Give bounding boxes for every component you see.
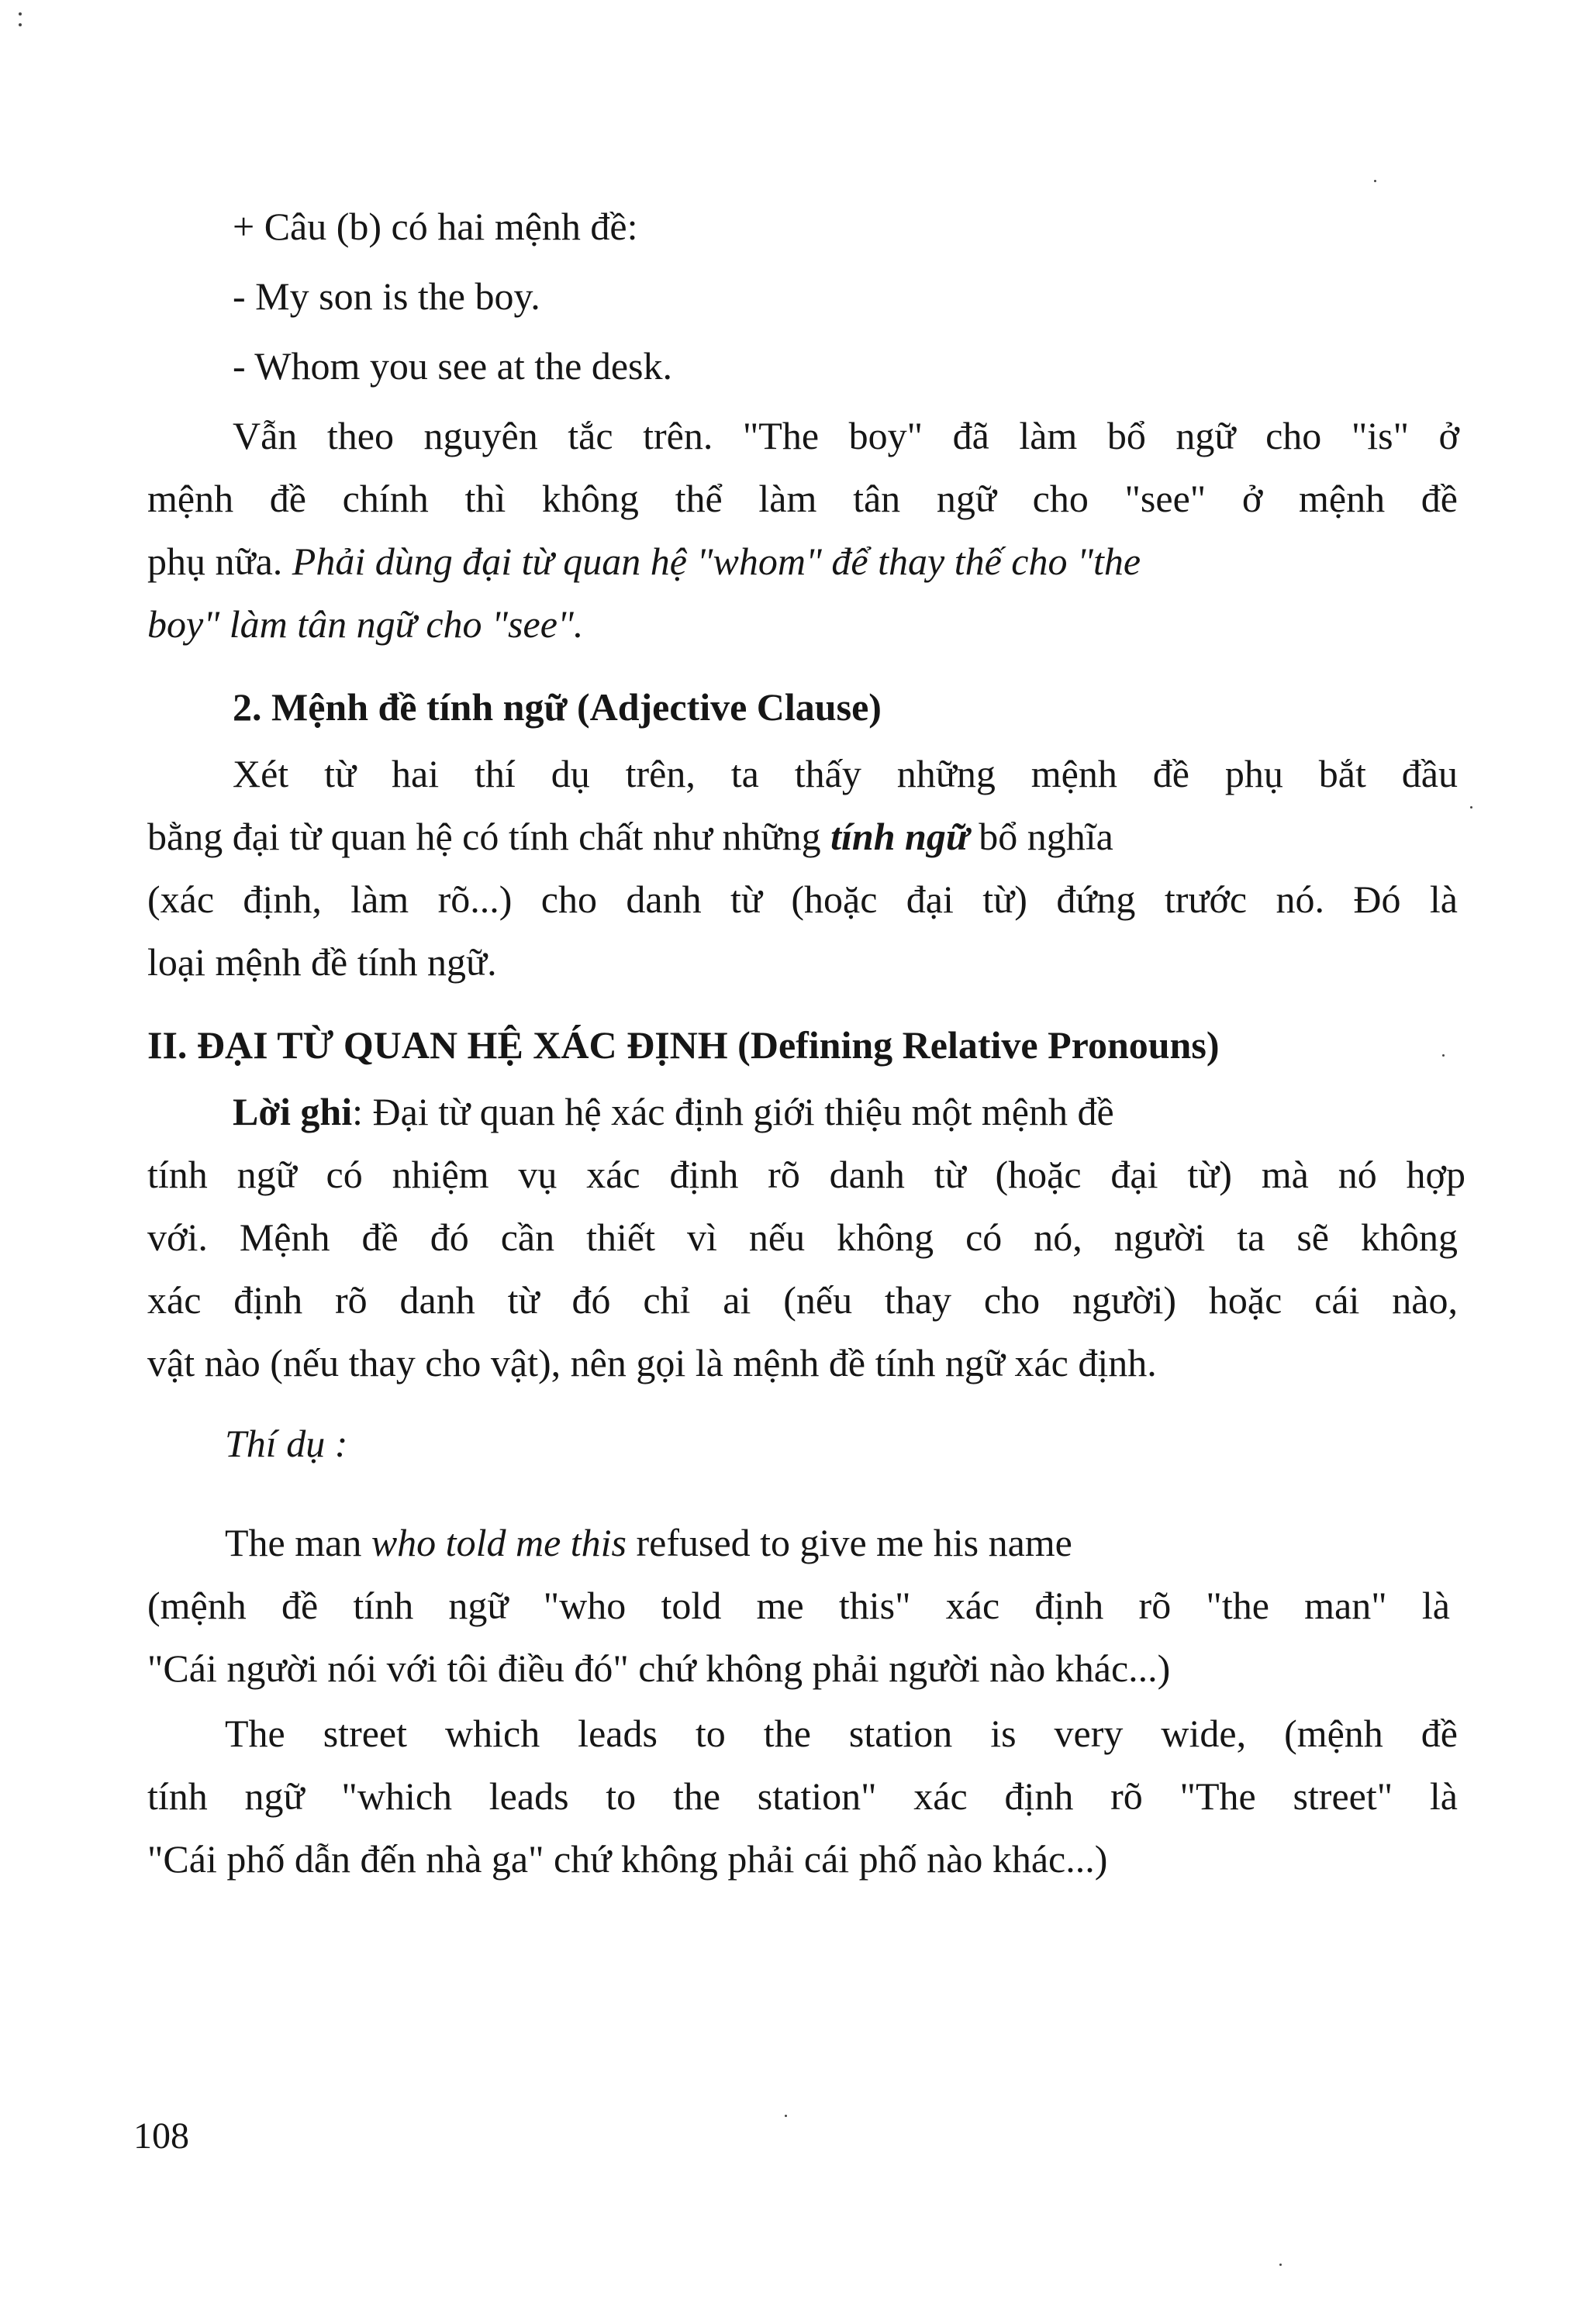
scan-speck xyxy=(1374,180,1376,182)
paragraph-line: vật nào (nếu thay cho vật), nên gọi là mệnh đề tính ngữ xác định. xyxy=(147,1341,1157,1384)
paragraph-line-mixed xyxy=(225,1519,1465,1566)
paragraph-line: mệnh đề chính thì không thể làm tân ngữ cho "see" ở mệnh đề xyxy=(147,477,1458,520)
paragraph-line-mixed xyxy=(233,1088,1473,1135)
section-heading-defining-relative-pronouns: II. ĐẠI TỪ QUAN HỆ XÁC ĐỊNH (Defining Relative Pronouns) xyxy=(147,1023,1220,1067)
paragraph-line: Xét từ hai thí dụ trên, ta thấy những mệnh đề phụ bắt đầu xyxy=(233,752,1458,795)
paragraph-line-mixed xyxy=(147,813,1465,860)
italic-paragraph-line: boy" làm tân ngữ cho "see". xyxy=(147,602,584,646)
paragraph-line: loại mệnh đề tính ngữ. xyxy=(147,940,497,984)
paragraph-line: "Cái người nói với tôi điều đó" chứ không phải người nào khác...) xyxy=(147,1646,1171,1690)
scan-speck xyxy=(19,23,22,26)
scan-speck xyxy=(1470,806,1472,809)
paragraph-line: với. Mệnh đề đó cần thiết vì nếu không có nó, người ta sẽ không xyxy=(147,1215,1458,1259)
page-number: 108 xyxy=(133,2115,189,2157)
scan-speck xyxy=(1442,1054,1445,1057)
emphasis-text-run: tính ngữ xyxy=(830,815,969,858)
text-run: The man xyxy=(225,1521,362,1564)
paragraph-line: (xác định, làm rõ...) cho danh từ (hoặc đại từ) đứng trước nó. Đó là xyxy=(147,878,1458,921)
paragraph-line: xác định rõ danh từ đó chỉ ai (nếu thay cho người) hoặc cái nào, xyxy=(147,1278,1458,1322)
section-heading-adjective-clause: 2. Mệnh đề tính ngữ (Adjective Clause) xyxy=(233,685,882,729)
text-run: bổ nghĩa xyxy=(979,815,1113,858)
paragraph-line: Vẫn theo nguyên tắc trên. "The boy" đã làm bổ ngữ cho "is" ở xyxy=(233,414,1459,457)
text-run: : Đại từ quan hệ xác định giới thiệu một mệnh đề xyxy=(352,1090,1114,1133)
text-run: refused to give me his name xyxy=(636,1521,1072,1564)
line-example-clause-2: - Whom you see at the desk. xyxy=(233,344,672,388)
scan-speck xyxy=(785,2115,787,2117)
italic-text-run: Phải dùng đại từ quan hệ "whom" để thay thế cho "the xyxy=(292,540,1141,583)
example-label: Thí dụ : xyxy=(225,1422,348,1465)
paragraph-line-mixed xyxy=(147,538,1465,584)
line-clause-b-intro: + Câu (b) có hai mệnh đề: xyxy=(233,205,638,248)
line-example-clause-1: - My son is the boy. xyxy=(233,274,540,318)
text-run: phụ nữa. xyxy=(147,540,283,583)
scan-speck xyxy=(1279,2264,1282,2266)
paragraph-line: tính ngữ "which leads to the station" xác định rõ "The street" là xyxy=(147,1774,1458,1818)
paragraph-line: tính ngữ có nhiệm vụ xác định rõ danh từ (hoặc đại từ) mà nó hợp xyxy=(147,1153,1465,1196)
bold-text-run: Lời ghi xyxy=(233,1090,353,1133)
text-run: bằng đại từ quan hệ có tính chất như những xyxy=(147,815,821,858)
paragraph-line: (mệnh đề tính ngữ "who told me this" xác định rõ "the man" là xyxy=(147,1584,1450,1627)
scan-speck xyxy=(19,12,22,16)
paragraph-line: The street which leads to the station is very wide, (mệnh đề xyxy=(225,1712,1458,1755)
paragraph-line: "Cái phố dẫn đến nhà ga" chứ không phải cái phố nào khác...) xyxy=(147,1837,1108,1881)
italic-text-run: who told me this xyxy=(371,1521,627,1564)
